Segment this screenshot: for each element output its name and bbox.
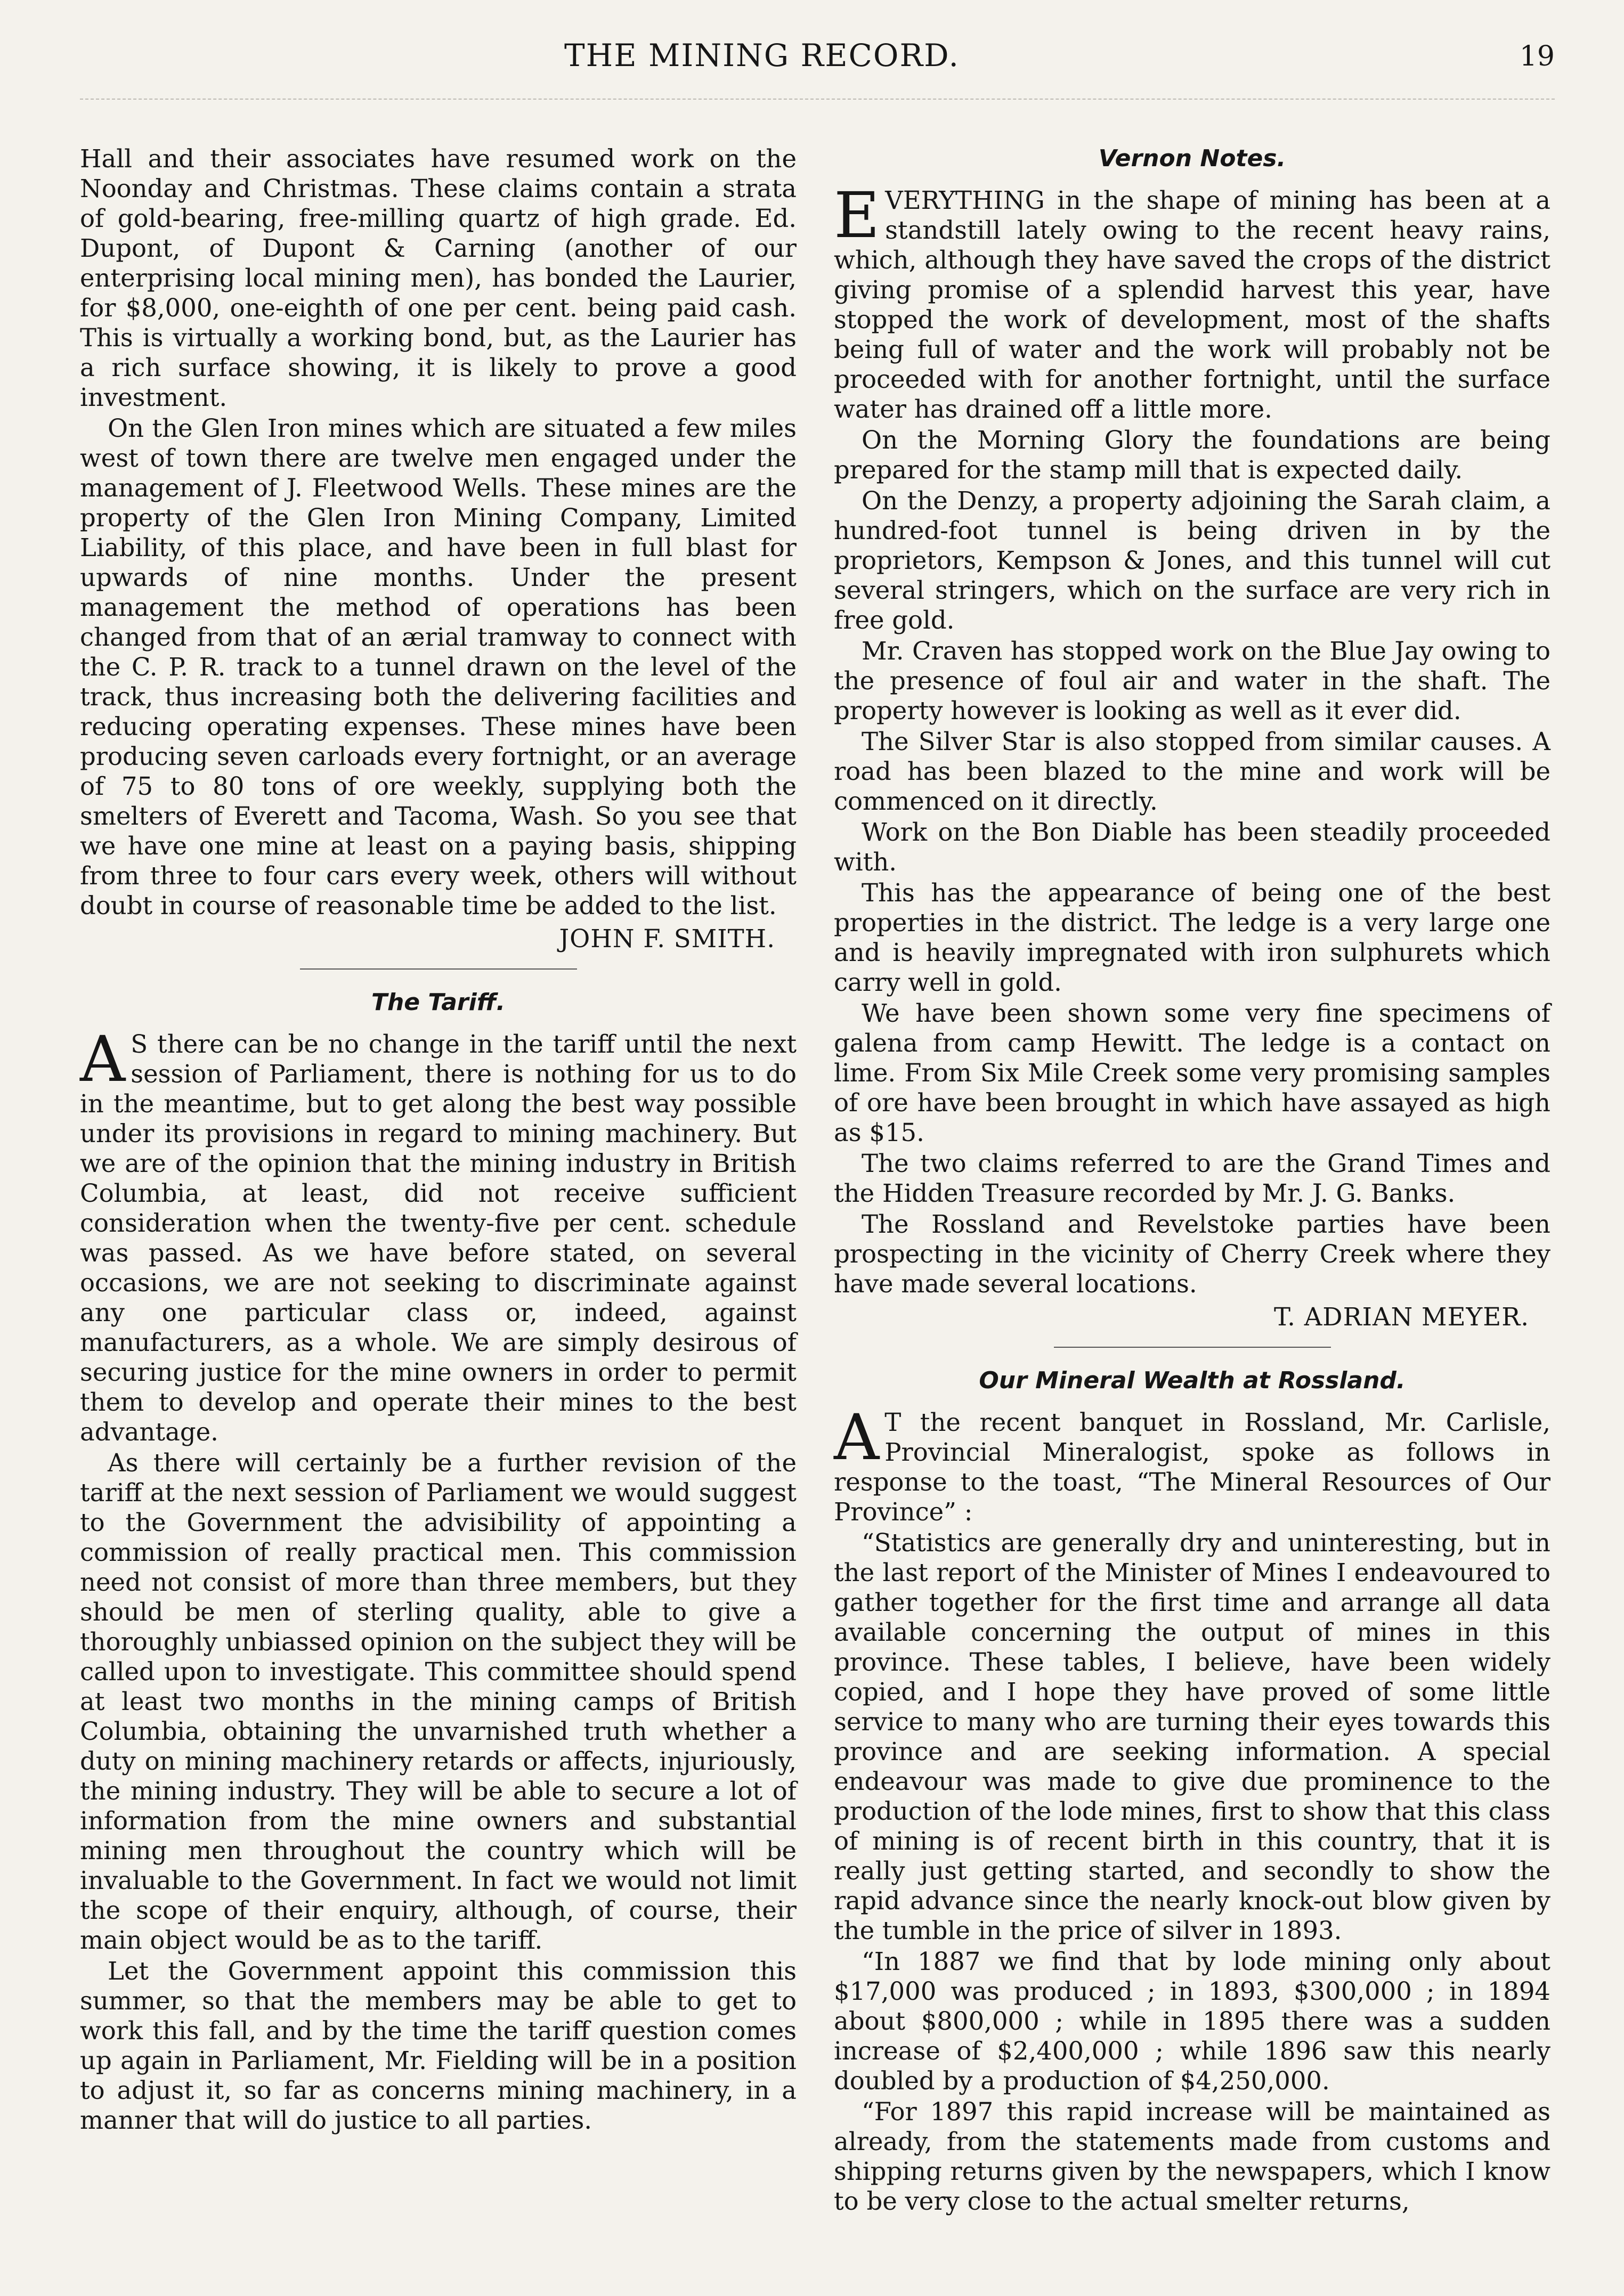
header-rule bbox=[80, 99, 1555, 100]
article-paragraph: The two claims referred to are the Grand Times and the Hidden Treasure recorded by Mr. J. G. Banks. bbox=[834, 1149, 1550, 1208]
article-paragraph: Mr. Craven has stopped work on the Blue Jay owing to the presence of foul air and water in the shaft. The property however is looking as well as it ever did. bbox=[834, 637, 1550, 725]
section-title-vernon: Vernon Notes. bbox=[1098, 145, 1286, 172]
section-title-tariff: The Tariff. bbox=[371, 989, 506, 1016]
article-paragraph: We have been shown some very fine specimens of galena from camp Hewitt. The ledge is a contact on lime. From Six Mile Creek some very promising samples of ore have been brought in which have assayed as high as $15. bbox=[834, 999, 1550, 1147]
page-header bbox=[0, 37, 1624, 85]
journal-title: THE MINING RECORD. bbox=[564, 37, 960, 74]
article-paragraph bbox=[834, 1401, 1550, 1527]
section-divider bbox=[1054, 1347, 1331, 1348]
right-column bbox=[834, 144, 1550, 2217]
article-paragraph: Let the Government appoint this commission this summer, so that the members may be able to get to work this fall, and by the time the tariff question comes up again in Parliament, Mr. Fielding will be in a position to adjust it, so far as concerns mining machinery, in a manner that will do justice to all parties. bbox=[80, 1957, 797, 2135]
left-column bbox=[80, 144, 797, 2136]
first-paragraph-text: T the recent banquet in Rossland, Mr. Carlisle, Provincial Mineralogist, spoke as follows in response to the toast, “The Mineral Resources of Our Province” : bbox=[834, 1408, 1550, 1526]
article-paragraph: The Rossland and Revelstoke parties have been prospecting in the vicinity of Cherry Creek where they have made several locations. bbox=[834, 1210, 1550, 1298]
drop-cap: A bbox=[80, 1022, 126, 1096]
author-signature: JOHN F. SMITH. bbox=[559, 924, 775, 953]
article-paragraph: Hall and their associates have resumed work on the Noonday and Christmas. These claims contain a strata of gold-bearing, free-milling quartz of high grade. Ed. Dupont, of Dupont & Carning (another of our enterprising local mining men), has bonded the Laurier, for $8,000, one-eighth of one per cent. being paid cash. This is virtually a working bond, but, as the Laurier has a rich surface showing, it is likely to prove a good investment. bbox=[80, 144, 797, 412]
article-paragraph: On the Glen Iron mines which are situated a few miles west of town there are twelve men engaged under the management of J. Fleetwood Wells. These mines are the property of the Glen Iron Mining Company, Limited Liability, of this place, and have been in full blast for upwards of nine months. Under the present management the method of operations has been changed from that of an ærial tramway to connect with the C. P. R. track to a tunnel drawn on the level of the track, thus increasing both the delivering facilities and reducing operating expenses. These mines have been producing seven carloads every fortnight, or an average of 75 to 80 tons of ore weekly, supplying both the smelters of Everett and Tacoma, Wash. So you see that we have one mine at least on a paying basis, shipping from three to four cars every week, others will without doubt in course of reasonable time be added to the list. bbox=[80, 414, 797, 920]
article-paragraph bbox=[834, 178, 1550, 424]
article-paragraph: “In 1887 we find that by lode mining only about $17,000 was produced ; in 1893, $300,000 ; in 1894 about $800,000 ; while in 1895 there was a sudden increase of $2,400,000 ; while 1896 saw this nearly doubled by a production of $4,250,000. bbox=[834, 1947, 1550, 2095]
article-paragraph: On the Morning Glory the foundations are being prepared for the stamp mill that is expected daily. bbox=[834, 426, 1550, 484]
article-paragraph: The Silver Star is also stopped from similar causes. A road has been blazed to the mine and work will be commenced on it directly. bbox=[834, 727, 1550, 816]
section-divider bbox=[300, 968, 577, 970]
page-number: 19 bbox=[1519, 40, 1555, 72]
article-paragraph: “For 1897 this rapid increase will be maintained as already, from the statements made from customs and shipping returns given by the newspapers, which I know to be very close to the actual smelter returns, bbox=[834, 2097, 1550, 2216]
article-paragraph bbox=[80, 1022, 797, 1447]
article-paragraph: On the Denzy, a property adjoining the Sarah claim, a hundred-foot tunnel is being driven in by the proprietors, Kempson & Jones, and this tunnel will cut several stringers, which on the surface are very rich in free gold. bbox=[834, 486, 1550, 634]
article-paragraph: “Statistics are generally dry and uninteresting, but in the last report of the Minister of Mines I endeavoured to gather together for the first time and arrange all data available concerning the output of mines in this province. These tables, I believe, have been widely copied, and I hope they have proved of some little service to many who are turning their eyes towards this province and are seeking information. A special endeavour was made to give due prominence to the production of the lode mines, first to show that this class of mining is of recent birth in this country, that it is really just getting started, and secondly to show the rapid advance since the nearly knock-out blow given by the tumble in the price of silver in 1893. bbox=[834, 1528, 1550, 1945]
first-paragraph-text: S there can be no change in the tariff until the next session of Parliament, there is nothing for us to do in the meantime, but to get along the best way possible under its provisions in regard to mining machinery. But we are of the opinion that the mining industry in British Columbia, at least, did not receive sufficient consideration when the twenty-five per cent. schedule was passed. As we have before stated, on several occasions, we are not seeking to discriminate against any one particular class or, indeed, against manufacturers, as a whole. We are simply desirous of securing justice for the mine owners in order to permit them to develop and operate their mines to the best advantage. bbox=[80, 1030, 797, 1446]
article-paragraph: Work on the Bon Diable has been steadily proceeded with. bbox=[834, 818, 1550, 876]
drop-cap: A bbox=[834, 1401, 880, 1474]
section-title-rossland: Our Mineral Wealth at Rossland. bbox=[979, 1367, 1406, 1394]
article-paragraph: As there will certainly be a further revision of the tariff at the next session of Parliament we would suggest to the Government the advisibility of appointing a commission of really practical men. This commission need not consist of more than three members, but they should be men of sterling quality, able to give a thoroughly unbiassed opinion on the subject they will be called upon to investigate. This committee should spend at least two months in the mining camps of British Columbia, obtaining the unvarnished truth whether a duty on mining machinery retards or affects, injuriously, the mining industry. They will be able to secure a lot of information from the mine owners and substantial mining men throughout the country which will be invaluable to the Government. In fact we would not limit the scope of their enquiry, although, of course, their main object would be as to the tariff. bbox=[80, 1448, 797, 1955]
author-signature: T. ADRIAN MEYER. bbox=[1273, 1302, 1529, 1331]
article-paragraph: This has the appearance of being one of the best properties in the district. The ledge is a very large one and is heavily impregnated with iron sulphurets which carry well in gold. bbox=[834, 878, 1550, 997]
drop-cap: E bbox=[834, 178, 880, 252]
first-paragraph-text: VERYTHING in the shape of mining has been at a standstill lately owing to the recent heavy rains, which, although they have saved the crops of the district giving promise of a splendid harvest this year, have stopped the work of development, most of the shafts being full of water and the work will probably not be proceeded with for another fortnight, until the surface water has drained off a little more. bbox=[834, 186, 1550, 424]
